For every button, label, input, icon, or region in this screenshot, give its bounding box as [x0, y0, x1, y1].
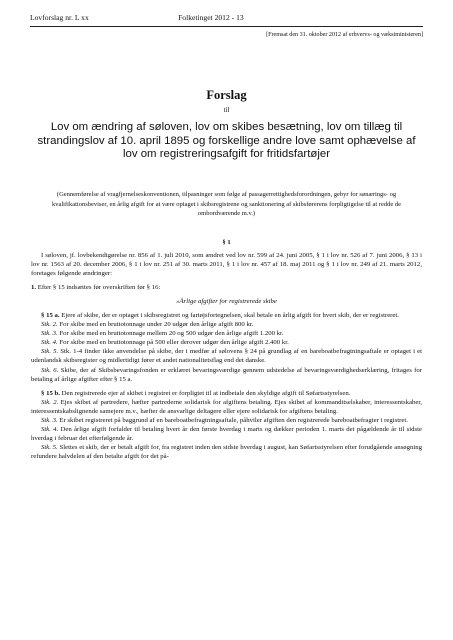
amendment-item-1: [31, 283, 422, 292]
law-title: Lov om ændring af søloven, lov om skibes besætning, lov om tillæg til strandingslov af 10. april 1895 og forskellige andre love samt ophævelse af lov om registreringsafgift for fritidsfartøjer: [37, 121, 416, 161]
stk-label: Stk. 3.: [41, 416, 58, 424]
header-bill-number: Lovforslag nr. L xx: [30, 13, 89, 22]
item-text: Efter § 15 indsættes før overskriften før § 16:: [36, 284, 161, 292]
document-title: Forslag: [206, 88, 247, 102]
section-15a-lead: § 15 a.: [41, 312, 60, 320]
stk-label: Stk. 6.: [41, 366, 59, 374]
header-rule: [30, 26, 423, 27]
section-15b-lead: § 15 b.: [41, 389, 60, 397]
section-15b: [31, 389, 422, 398]
stk-label: Stk. 2.: [41, 398, 59, 406]
intro-parenthetical: (Gennemførelse af vragfjernelseskonventionen, tilpasninger som følge af passagerrettighedsforordningen, gebyr for sønærings- og kvalifikationsbeviser, en årlig afgift for at være optaget i skibsregistrene og sanktionering af skibsførerens forpligtigelse til at redde de ombordværende m.v.): [51, 191, 401, 217]
stk-text: Ejes skibet af partrederе, hæfter partrederne solidarisk for afgiftens betaling. Ejes skibet af kommanditselskaber, interessentskaber, interessentskabslignende samejere m.v., hæfter de ansvarlige deltagere eller ejere solidarisk for afgiftens betaling.: [31, 398, 422, 415]
stk-text: Den årlige afgift forfalder til betaling hvert år den første hverdag i marts og dækker perioden 1. marts det pågældende år til sidste hverdag i februar det efterfølgende år.: [31, 425, 422, 442]
section-15b-stk4: [31, 425, 422, 443]
stk-text: Er skibet registreret på baggrund af en bareboatbefragtningsaftale, påhviler afgiften den registrerede bareboatbefragter i registret.: [57, 416, 408, 424]
section-15b-stk3: [31, 416, 422, 425]
running-header: [30, 8, 423, 22]
stk-label: Stk. 4.: [41, 339, 58, 347]
stk-label: Stk. 2.: [41, 321, 58, 329]
header-session: Folketinget 2012 - 13: [178, 13, 244, 22]
stk-text: For skibe med en bruttotonnage under 20 udgør den årlige afgift 800 kr.: [57, 321, 254, 329]
section-15a-stk3: [31, 329, 422, 338]
stk-text: For skibe med en bruttotonnage på 500 eller derover udgør den årlige afgift 2.400 kr.: [57, 339, 289, 347]
section-15b-text: Den registrerede ejer af skibet i registret er forpligtet til at indbetale den skyldige afgift til Søfartsstyrelsen.: [59, 389, 351, 397]
section-15a-stk2: [31, 320, 422, 329]
inserted-heading: »Årlige afgifter for registrerede skibe: [176, 298, 277, 306]
section-15a-stk6: [31, 366, 422, 384]
section-15b-stk2: [31, 398, 422, 416]
section-15a-stk5: [31, 347, 422, 365]
stk-label: Stk. 3.: [41, 330, 58, 338]
title-connector: til: [223, 106, 230, 114]
section-15a: [31, 311, 422, 320]
section-heading: § 1: [222, 239, 231, 246]
stk-label: Stk. 5.: [41, 443, 58, 451]
section-15b-stk5: [31, 443, 422, 461]
paragraph-intro: I søloven, jf. lovbekendtgørelse nr. 856 af 1. juli 2010, som ændret ved lov nr. 599 af 24. juni 2005, § 1 i lov nr. 526 af 7. juni 2006, § 13 i lov nr. 1563 af 20. december 2006, § 1 i lov nr. 251 af 30. marts 2011, § 1 i lov nr. 457 af 18. maj 2011 og § 1 i lov nr. 249 af 21. marts 2012, foretages følgende ændringer:: [31, 252, 422, 278]
section-15a-text: Ejere af skibe, der er optaget i skibsregistret og fartøjsfortegnelsen, skal betale en årlig afgift for hvert skib, der er registreret.: [59, 312, 399, 320]
stk-label: Stk. 4.: [41, 425, 59, 433]
section-15a-stk4: [31, 338, 422, 347]
stk-text: Slettes et skib, der er betalt afgift for, fra registret inden den sidste hverdag i august, kan Søfartsstyrelsen efter forudgående ansøgning refundere halvdelen af den betalte afgift for det på-: [31, 443, 422, 460]
presented-note: [Fremsat den 31. oktober 2012 af erhvervs- og vækstministeren]: [266, 32, 423, 38]
body-text: [31, 251, 422, 461]
stk-text: Stk. 1-4 finder ikke anvendelse på skibe, der i medfør af sølovens § 24 på grundlag af en bareboatbefragtningsaftale er optaget i et udenlandsk skibsregister og midlertidigt fører et andet nationalitetsflag end det danske.: [31, 348, 422, 365]
item-number: 1.: [31, 284, 37, 292]
stk-text: Skibe, der af Skibsbevaringsfonden er erklæret bevaringsværdige gennem udstedelse af bevaringsværdighedserklæring, fritages for betaling af årlige afgifter efter § 15 a.: [31, 366, 422, 383]
stk-text: For skibe med en bruttotonnage mellem 20 og 500 udgør den årlige afgift 1.200 kr.: [57, 330, 284, 338]
stk-label: Stk. 5.: [41, 348, 59, 356]
